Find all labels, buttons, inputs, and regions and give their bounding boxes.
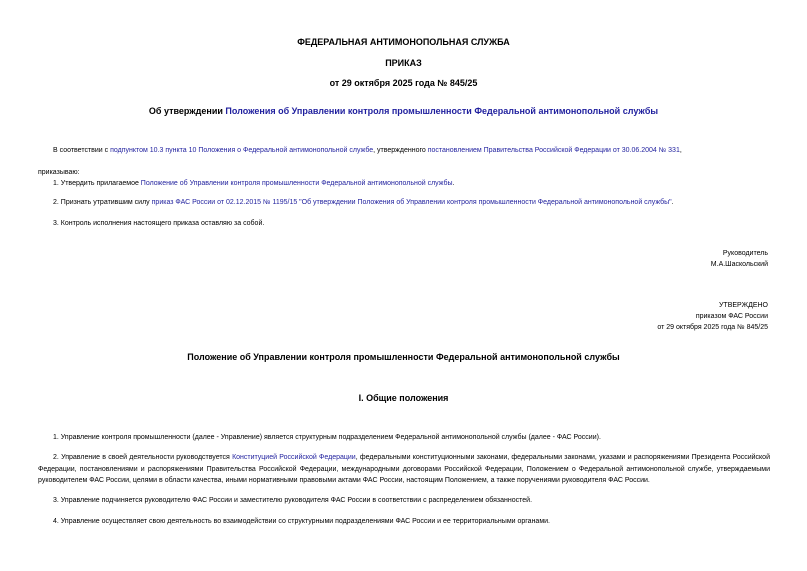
- regulation-paragraph-3: 3. Управление подчиняется руководителю ФАС России и заместителю руководителя ФАС России в соответствии с распределением обязанностей.: [53, 497, 533, 504]
- preamble-text-2: , утвержденного: [373, 147, 428, 154]
- doc-date-number: от 29 октября 2025 года № 845/25: [329, 78, 478, 88]
- section-heading: I. Общие положения: [358, 393, 449, 403]
- item-1: [53, 178, 455, 190]
- preamble: [53, 145, 682, 157]
- item-2: [53, 197, 674, 209]
- order-word: приказываю:: [38, 169, 80, 176]
- item-2-end: .: [671, 199, 674, 206]
- preamble-text-3: ,: [679, 147, 682, 154]
- approval-line-3: от 29 октября 2025 года № 845/25: [657, 324, 768, 331]
- regulation-paragraph-4: 4. Управление осуществляет свою деятельность во взаимодействии со структурными подразделениями ФАС России и ее территориальными органами.: [53, 518, 550, 525]
- doc-title: [0, 106, 807, 116]
- preamble-link-decree[interactable]: постановлением Правительства Российской Федерации от 30.06.2004 № 331: [427, 147, 680, 154]
- doc-title-link[interactable]: Положения об Управлении контроля промышленности Федеральной антимонопольной службы: [225, 106, 659, 116]
- constitution-link[interactable]: Конституцией Российской Федерации: [232, 454, 356, 461]
- approval-line-2: приказом ФАС России: [695, 313, 768, 320]
- preamble-text-1: В соответствии с: [53, 147, 111, 154]
- signature-role: Руководитель: [722, 250, 768, 257]
- item-1-end: .: [452, 180, 455, 187]
- org-name: ФЕДЕРАЛЬНАЯ АНТИМОНОПОЛЬНАЯ СЛУЖБА: [297, 37, 510, 47]
- item-2-text: 2. Признать утратившим силу: [53, 199, 152, 206]
- item-1-text: 1. Утвердить прилагаемое: [53, 180, 141, 187]
- regulation-p2-text-a: 2. Управление в своей деятельности руководствуется: [53, 454, 233, 461]
- approval-line-1: УТВЕРЖДЕНО: [718, 302, 768, 309]
- regulation-paragraph-2: [38, 452, 770, 487]
- item-3: 3. Контроль исполнения настоящего приказа оставляю за собой.: [53, 220, 265, 227]
- signature-name: М.А.Шаскольский: [710, 261, 768, 268]
- regulation-paragraph-1: 1. Управление контроля промышленности (далее - Управление) является структурным подразделением Федеральной антимонопольной службы (далее - ФАС России).: [53, 434, 601, 441]
- item-1-link[interactable]: Положение об Управлении контроля промышленности Федеральной антимонопольной службы: [140, 180, 453, 187]
- item-2-link[interactable]: приказ ФАС России от 02.12.2015 № 1195/15 "Об утверждении Положения об Управлении контроля промышленности Федеральной антимонопольной службы": [151, 199, 672, 206]
- preamble-link-regulation[interactable]: подпунктом 10.3 пункта 10 Положения о Федеральной антимонопольной службе: [110, 147, 374, 154]
- doc-type: ПРИКАЗ: [385, 58, 422, 68]
- regulation-title: Положение об Управлении контроля промышленности Федеральной антимонопольной службы: [187, 352, 620, 362]
- regulation-p2-text-b: , федеральными конституционными законами, федеральными законами, указами и распоряжениями Президента Российской Федерации, постановлениями и распоряжениями Правительства Российской Федерации, международными договорами Российской Федерации, Положением о Федеральной антимонопольной службе, утверждаемыми руководителем ФАС России, целями в области качества, иными нормативными правовыми актами ФАС России, настоящим Положением, а также поручениями руководителя ФАС России.: [38, 454, 770, 484]
- doc-title-prefix: Об утверждении: [148, 106, 226, 116]
